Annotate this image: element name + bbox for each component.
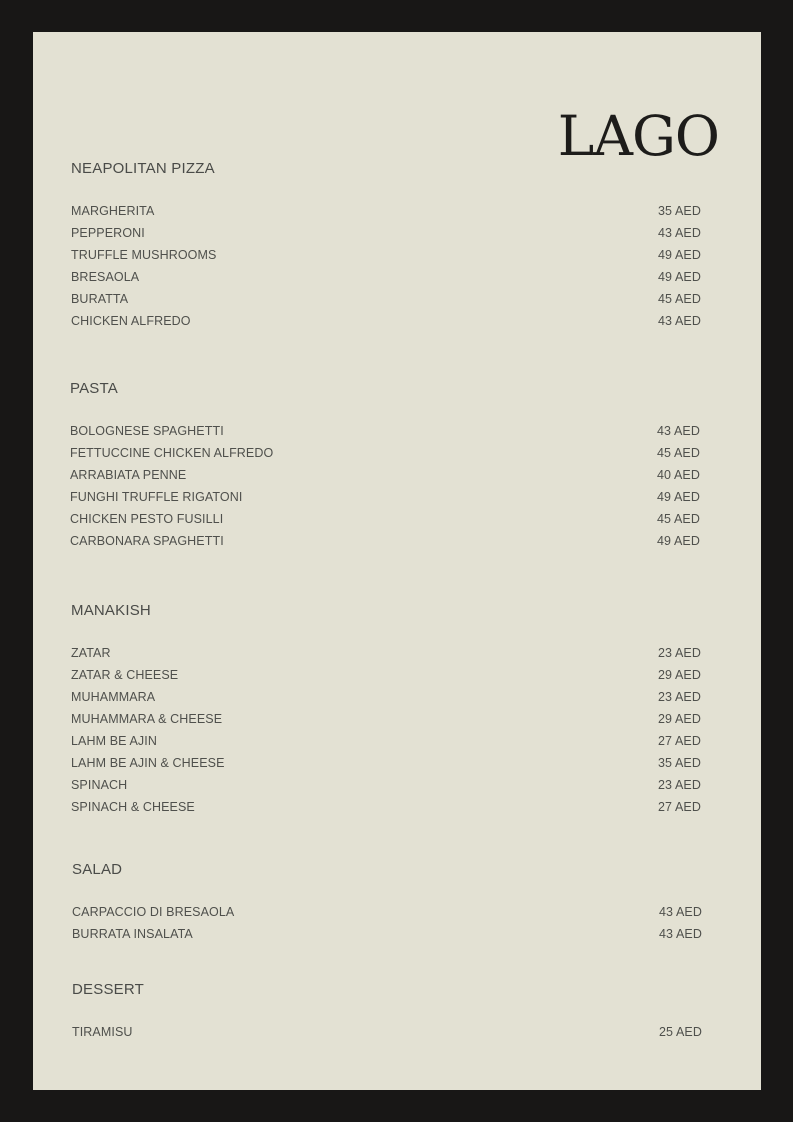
menu-item	[70, 464, 700, 486]
menu-item	[71, 708, 701, 730]
item-name: ZATAR & CHEESE	[71, 668, 179, 682]
menu-item	[70, 508, 700, 530]
item-price: 49 AED	[658, 248, 701, 262]
item-name: MUHAMMARA	[71, 690, 156, 704]
item-name: LAHM BE AJIN	[71, 734, 157, 748]
brand-logo: LAGO	[557, 103, 719, 168]
menu-item	[72, 1021, 702, 1043]
item-list	[71, 200, 701, 332]
item-name: BOLOGNESE SPAGHETTI	[70, 424, 224, 438]
item-list	[72, 901, 702, 945]
menu-item	[70, 442, 700, 464]
item-price: 49 AED	[657, 534, 700, 548]
menu-item	[71, 774, 701, 796]
menu-item	[71, 288, 701, 310]
section-pasta	[70, 380, 700, 552]
menu-item	[72, 923, 702, 945]
menu-item	[71, 664, 701, 686]
item-price: 25 AED	[659, 1025, 702, 1039]
item-name: FETTUCCINE CHICKEN ALFREDO	[70, 446, 274, 460]
menu-item	[71, 200, 701, 222]
menu-item	[71, 730, 701, 752]
item-name: ZATAR	[71, 646, 111, 660]
item-name: BRESAOLA	[71, 270, 140, 284]
item-name: TRUFFLE MUSHROOMS	[71, 248, 217, 262]
item-name: ARRABIATA PENNE	[70, 468, 187, 482]
menu-item	[72, 901, 702, 923]
item-price: 35 AED	[658, 204, 701, 218]
item-name: SPINACH & CHEESE	[71, 800, 195, 814]
item-name: BURRATA INSALATA	[72, 927, 193, 941]
section-neapolitan-pizza	[71, 160, 701, 332]
item-list	[71, 642, 701, 818]
section-title: NEAPOLITAN PIZZA	[71, 160, 215, 177]
item-list	[70, 420, 700, 552]
item-price: 35 AED	[658, 756, 701, 770]
item-price: 29 AED	[658, 668, 701, 682]
menu-item	[71, 310, 701, 332]
item-price: 27 AED	[658, 800, 701, 814]
item-price: 23 AED	[658, 778, 701, 792]
item-price: 43 AED	[657, 424, 700, 438]
section-title: SALAD	[72, 861, 123, 878]
item-price: 45 AED	[657, 512, 700, 526]
item-price: 49 AED	[658, 270, 701, 284]
item-price: 45 AED	[657, 446, 700, 460]
menu-item	[70, 530, 700, 552]
menu-item	[71, 222, 701, 244]
menu-item	[70, 420, 700, 442]
menu-item	[71, 686, 701, 708]
menu-item	[71, 752, 701, 774]
item-name: CARPACCIO DI BRESAOLA	[72, 905, 235, 919]
item-name: LAHM BE AJIN & CHEESE	[71, 756, 225, 770]
item-name: TIRAMISU	[72, 1025, 133, 1039]
item-name: SPINACH	[71, 778, 128, 792]
section-title: DESSERT	[72, 981, 144, 998]
item-price: 40 AED	[657, 468, 700, 482]
item-price: 43 AED	[659, 927, 702, 941]
section-title: PASTA	[70, 380, 118, 397]
item-price: 43 AED	[658, 226, 701, 240]
item-price: 27 AED	[658, 734, 701, 748]
item-name: CHICKEN ALFREDO	[71, 314, 191, 328]
menu-item	[71, 642, 701, 664]
item-price: 23 AED	[658, 690, 701, 704]
section-manakish	[71, 602, 701, 818]
item-name: CARBONARA SPAGHETTI	[70, 534, 224, 548]
item-name: MARGHERITA	[71, 204, 155, 218]
item-price: 43 AED	[659, 905, 702, 919]
menu-item	[71, 266, 701, 288]
item-name: FUNGHI TRUFFLE RIGATONI	[70, 490, 243, 504]
menu-card	[33, 32, 761, 1090]
menu-item	[70, 486, 700, 508]
item-price: 29 AED	[658, 712, 701, 726]
section-title: MANAKISH	[71, 602, 151, 619]
item-list	[72, 1021, 702, 1043]
item-name: PEPPERONI	[71, 226, 145, 240]
item-price: 23 AED	[658, 646, 701, 660]
item-price: 43 AED	[658, 314, 701, 328]
menu-item	[71, 796, 701, 818]
section-dessert	[72, 981, 702, 1043]
item-name: MUHAMMARA & CHEESE	[71, 712, 223, 726]
item-name: CHICKEN PESTO FUSILLI	[70, 512, 224, 526]
item-name: BURATTA	[71, 292, 129, 306]
section-salad	[72, 861, 702, 945]
menu-item	[71, 244, 701, 266]
item-price: 45 AED	[658, 292, 701, 306]
item-price: 49 AED	[657, 490, 700, 504]
